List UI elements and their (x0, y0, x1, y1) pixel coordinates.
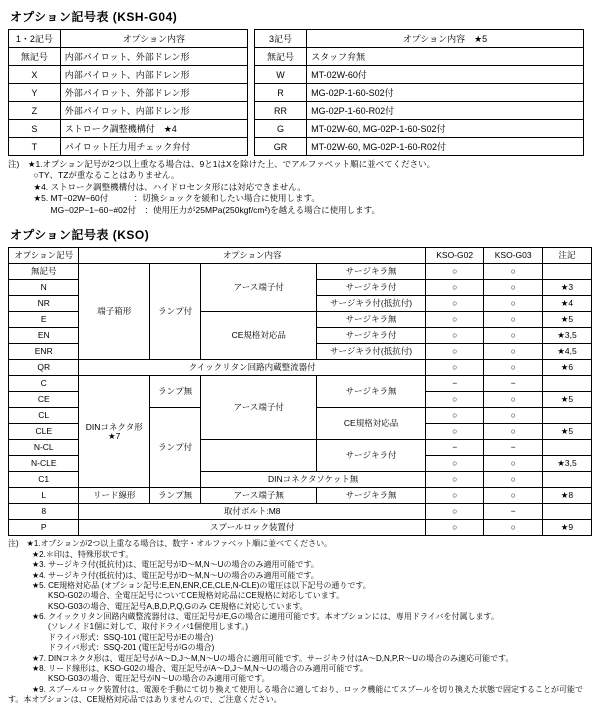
cell-content: スタッフ弁無 (307, 48, 584, 66)
cell-content: MT-02W-60, MG-02P-1-60-S02付 (307, 120, 584, 138)
cell-g03: ○ (484, 312, 543, 328)
table-row (255, 66, 584, 84)
table-row (9, 120, 248, 138)
cell-note (542, 440, 591, 456)
cell-g03: ○ (484, 488, 543, 504)
col-header-symbol: 3記号 (255, 30, 307, 48)
cell-note: ★3,5 (542, 328, 591, 344)
table-row (255, 138, 584, 156)
cell-g02: ○ (425, 328, 484, 344)
cell-note: ★5 (542, 312, 591, 328)
cell-content: MT-02W-60付 (307, 66, 584, 84)
cell-g02: ○ (425, 424, 484, 440)
cell-type-label: DINコネクタ形 (85, 421, 143, 432)
cell-g02: − (425, 376, 484, 392)
cell-symbol: CL (9, 408, 79, 424)
cell-note: ★6 (542, 360, 591, 376)
cell-note: ★3,5 (542, 456, 591, 472)
table-row (9, 360, 592, 376)
cell-symbol: 無記号 (9, 264, 79, 280)
cell-g02: ○ (425, 488, 484, 504)
table-row (255, 120, 584, 138)
cell-content: クイックリタン回路内蔵整流器付 (79, 360, 425, 376)
cell-g02: ○ (425, 312, 484, 328)
cell-surge: サージキラ付 (317, 280, 426, 296)
section1-tables (8, 29, 592, 156)
cell-g02: ○ (425, 408, 484, 424)
cell-content: MG-02P-1-60-R02付 (307, 102, 584, 120)
cell-earth (201, 440, 317, 472)
cell-symbol: T (9, 138, 61, 156)
cell-g03: ○ (484, 280, 543, 296)
option-table-kso (8, 247, 592, 536)
cell-symbol: N-CLE (9, 456, 79, 472)
note-line: ○TY、TZが重なることはありません。 (8, 170, 180, 181)
cell-lamp: ランプ無 (149, 376, 200, 408)
cell-content: DINコネクタソケット無 (201, 472, 426, 488)
cell-note (542, 376, 591, 392)
cell-g03: ○ (484, 520, 543, 536)
table-row (255, 48, 584, 66)
cell-symbol: RR (255, 102, 307, 120)
cell-type: リード線形 (79, 488, 149, 504)
cell-surge: サージキラ無 (317, 264, 426, 280)
cell-symbol: C (9, 376, 79, 392)
cell-surge: サージキラ無 (317, 376, 426, 408)
cell-symbol: 無記号 (9, 48, 61, 66)
note-line: ドライバ形式：SSQ-101 (電圧記号がEの場合) (8, 632, 214, 642)
table-row (9, 48, 248, 66)
cell-g02: ○ (425, 456, 484, 472)
cell-symbol: NR (9, 296, 79, 312)
cell-note (542, 504, 591, 520)
cell-note (542, 264, 591, 280)
cell-ce: CE規格対応品 (201, 312, 317, 360)
table-row (9, 66, 248, 84)
note-line: ★5. MT−02W−60付 ：切換ショックを緩和したい場合に使用します。 (8, 193, 320, 204)
cell-note: ★5 (542, 392, 591, 408)
cell-symbol: 8 (9, 504, 79, 520)
cell-symbol: CE (9, 392, 79, 408)
note-line: KSO-G02の場合、全電圧記号についてCE規格対応品にCE規格に対応しています。 (8, 591, 345, 601)
cell-g02: ○ (425, 504, 484, 520)
cell-g02: ○ (425, 472, 484, 488)
cell-symbol: QR (9, 360, 79, 376)
cell-symbol: CLE (9, 424, 79, 440)
cell-g03: ○ (484, 264, 543, 280)
section1-title: オプション記号表 (KSH-G04) (10, 10, 178, 24)
table-header-row (9, 248, 592, 264)
note-line: MG−02P−1−60−#02付 ：使用圧力が25MPa(250kgf/cm²)を越える場合に使用します。 (8, 204, 380, 215)
note-line: ドライバ形式：SSQ-201 (電圧記号がGの場合) (8, 643, 215, 653)
table-row (9, 264, 592, 280)
cell-g03: ○ (484, 408, 543, 424)
note-line: ★2.＊印は、特殊形状です。 (8, 549, 134, 559)
cell-symbol: Z (9, 102, 61, 120)
cell-note: ★5 (542, 424, 591, 440)
cell-surge: サージキラ無 (317, 488, 426, 504)
cell-symbol: C1 (9, 472, 79, 488)
table-header-row (9, 30, 248, 48)
col-header-content: オプション内容 ★5 (307, 30, 584, 48)
cell-g03: ○ (484, 392, 543, 408)
cell-symbol: N (9, 280, 79, 296)
cell-lamp: ランプ付 (149, 264, 200, 360)
cell-note: ★9 (542, 520, 591, 536)
cell-g03: − (484, 376, 543, 392)
table-row (255, 84, 584, 102)
cell-symbol: S (9, 120, 61, 138)
cell-note (542, 408, 591, 424)
cell-earth: アース端子付 (201, 376, 317, 440)
table-row (9, 504, 592, 520)
cell-symbol: R (255, 84, 307, 102)
table-row (9, 138, 248, 156)
cell-symbol: 無記号 (255, 48, 307, 66)
note-line: (ソレノイド1個に対して、取付ドライバ1個使用します。) (8, 622, 248, 632)
cell-g02: ○ (425, 296, 484, 312)
cell-surge: サージキラ無 (317, 312, 426, 328)
cell-content: 内部パイロット、外部ドレン形 (60, 48, 247, 66)
cell-symbol: P (9, 520, 79, 536)
cell-content: MG-02P-1-60-S02付 (307, 84, 584, 102)
cell-note: ★3 (542, 280, 591, 296)
note-line: KSO-G03の場合、電圧記号がN〜Uの場合のみ適用可能です。 (8, 674, 270, 684)
col-header-note: 注記 (542, 248, 591, 264)
note-line: ★3. サージキラ付(抵抗付)は、電圧記号がD〜M,N〜Uの場合のみ適用可能です。 (8, 560, 319, 570)
cell-g02: ○ (425, 264, 484, 280)
cell-symbol: G (255, 120, 307, 138)
cell-g02: ○ (425, 520, 484, 536)
section1-notes (8, 159, 592, 216)
cell-note: ★4 (542, 296, 591, 312)
option-table-3 (254, 29, 584, 156)
cell-g02: ○ (425, 344, 484, 360)
cell-symbol: ENR (9, 344, 79, 360)
cell-symbol: N-CL (9, 440, 79, 456)
cell-type: 端子箱形 (79, 264, 149, 360)
cell-surge: サージキラ付 (317, 328, 426, 344)
cell-symbol: X (9, 66, 61, 84)
table-row (9, 376, 592, 392)
col-header-symbol: 1・2記号 (9, 30, 61, 48)
option-table-12 (8, 29, 248, 156)
table-row (9, 84, 248, 102)
note-line: ★5. CE規格対応品 (オプション記号:E,EN,ENR,CE,CLE,N-CLE)の電圧は以下記号の通りです。 (8, 580, 371, 590)
note-line: 注) ★1.オプション記号が2つ以上重なる場合は、9と1はXを除けた上、でアルファベット順に並べてください。 (8, 159, 436, 169)
cell-surge: サージキラ付(抵抗付) (317, 296, 426, 312)
cell-content: 内部パイロット、内部ドレン形 (60, 66, 247, 84)
col-header-content: オプション内容 (60, 30, 247, 48)
note-line: 注) ★1.オプションが2つ以上重なる場合は、数字・オルファベット順に並べてください。 (8, 539, 333, 549)
cell-g02: ○ (425, 392, 484, 408)
note-line: ★7. DINコネクタ形は、電圧記号がA〜D,J〜M,N〜Uの場合に適用可能です。サージキラ付はA〜D,N,P,R〜Uの場合のみ適応可能です。 (8, 653, 514, 663)
cell-note: ★4,5 (542, 344, 591, 360)
cell-symbol: E (9, 312, 79, 328)
cell-content: 取付ボルト:M8 (79, 504, 425, 520)
cell-g03: ○ (484, 456, 543, 472)
cell-g03: ○ (484, 296, 543, 312)
cell-g03: ○ (484, 472, 543, 488)
cell-type (79, 376, 149, 488)
table-row (255, 102, 584, 120)
col-header-g02: KSO-G02 (425, 248, 484, 264)
cell-content: 外部パイロット、内部ドレン形 (60, 102, 247, 120)
cell-symbol: Y (9, 84, 61, 102)
cell-earth: アース端子無 (201, 488, 317, 504)
section2-notes (8, 539, 592, 705)
cell-content: スプールロック装置付 (79, 520, 425, 536)
note-line: ★9. スプールロック装置付は、電源を手動にて切り換えて使用しる場合に適しており、ロック機能にてスプールを切り換えた状態で固定することが可能です。本オプションは、CE規格対応品ではありませんので、ご注意ください。 (8, 684, 583, 705)
cell-content: ストローク調整機構付 ★4 (60, 120, 247, 138)
table-header-row (255, 30, 584, 48)
cell-symbol: L (9, 488, 79, 504)
cell-surge: サージキラ付(抵抗付) (317, 344, 426, 360)
note-line: ★4. サージキラ付(抵抗付)は、電圧記号がD〜M,N〜Uの場合のみ適用可能です。 (8, 570, 319, 580)
col-header-content: オプション内容 (79, 248, 425, 264)
cell-symbol: W (255, 66, 307, 84)
cell-lamp: ランプ付 (149, 408, 200, 488)
cell-ce: CE規格対応品 (317, 408, 426, 440)
col-header-symbol: オプション記号 (9, 248, 79, 264)
cell-symbol: GR (255, 138, 307, 156)
cell-g03: ○ (484, 344, 543, 360)
cell-note (542, 472, 591, 488)
cell-surge: サージキラ付 (317, 440, 426, 472)
cell-g02: ○ (425, 360, 484, 376)
cell-g02: ○ (425, 280, 484, 296)
cell-g03: − (484, 440, 543, 456)
cell-g03: ○ (484, 360, 543, 376)
cell-symbol: EN (9, 328, 79, 344)
cell-note: ★8 (542, 488, 591, 504)
cell-content: 外部パイロット、外部ドレン形 (60, 84, 247, 102)
cell-g03: ○ (484, 328, 543, 344)
note-line: ★4. ストローク調整機構付は、ハイドロセンタ形には対応できません。 (8, 181, 306, 192)
cell-g02: − (425, 440, 484, 456)
cell-lamp: ランプ無 (149, 488, 200, 504)
section2-title: オプション記号表 (KSO) (10, 228, 150, 243)
cell-content: パイロット圧力用チェック弁付 (60, 138, 247, 156)
table-row (9, 102, 248, 120)
note-line: KSO-G03の場合、電圧記号A,B,D,P,Q,Gのみ CE規格に対応しています。 (8, 601, 308, 611)
cell-g03: ○ (484, 424, 543, 440)
note-line: ★8. リード線形は、KSO-G02の場合、電圧記号がA〜D,J〜M,N〜Uの場合のみ適用可能です。 (8, 664, 368, 674)
cell-g03: − (484, 504, 543, 520)
note-line: ★6. クイックリタン回路内蔵整流器付は、電圧記号がE,Gの場合に適用可能です。本オプションには、専用ドライバを付属します。 (8, 612, 499, 622)
cell-content: MT-02W-60, MG-02P-1-60-R02付 (307, 138, 584, 156)
cell-earth: アース端子付 (201, 264, 317, 312)
table-row (9, 488, 592, 504)
col-header-g03: KSO-G03 (484, 248, 543, 264)
table-row (9, 520, 592, 536)
cell-type-note: ★7 (108, 430, 121, 441)
